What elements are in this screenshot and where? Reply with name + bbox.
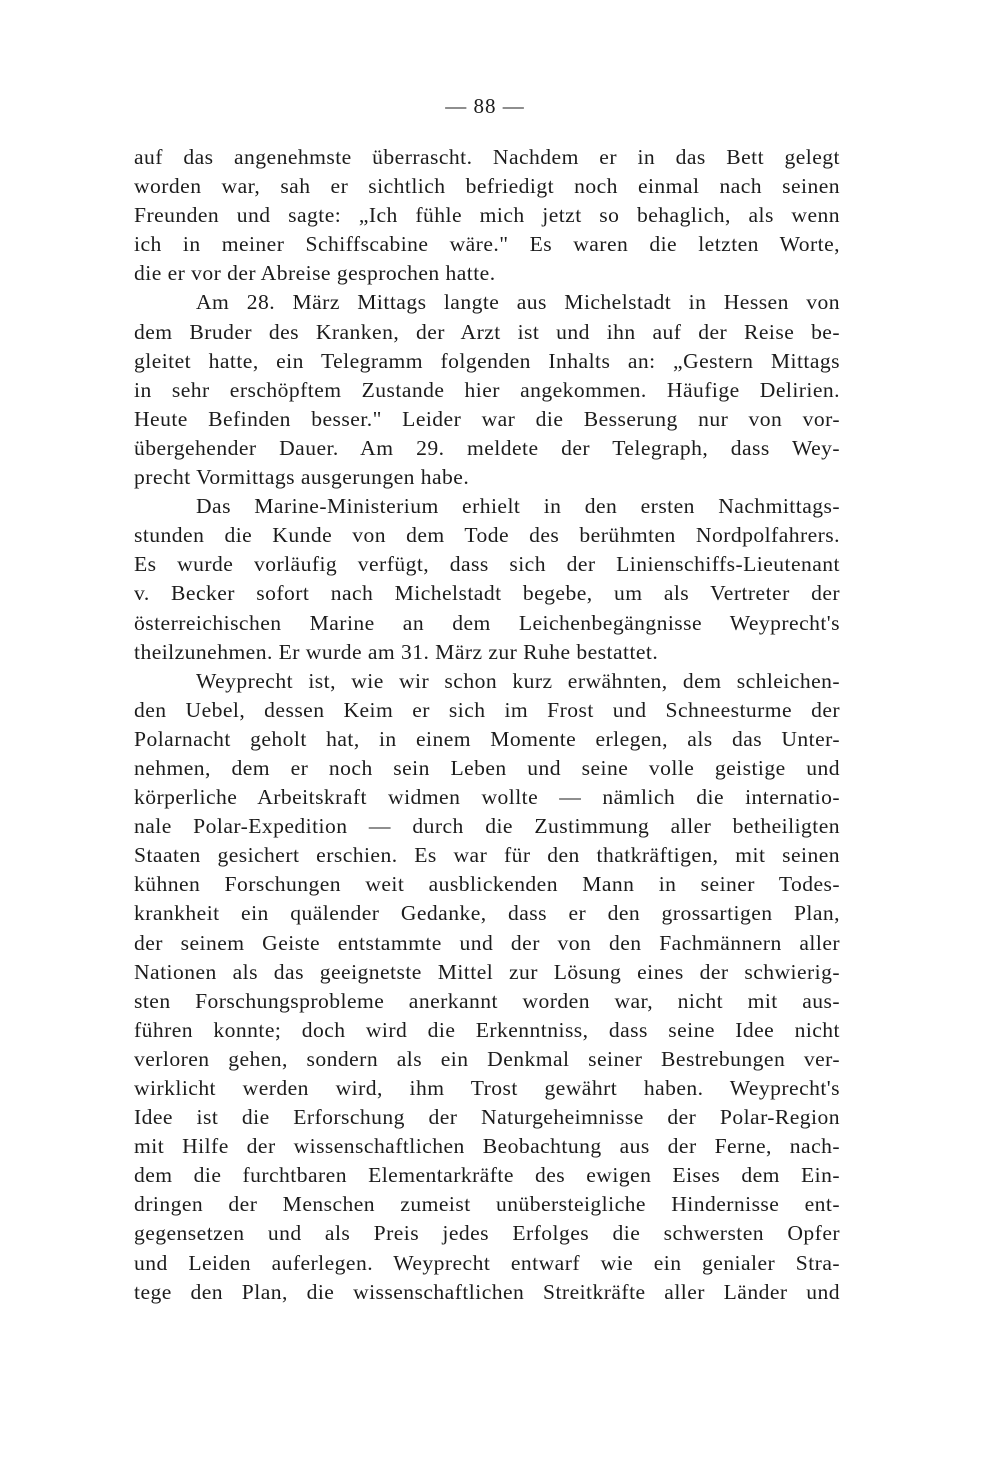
text-line: Staaten gesichert erschien. Es war für den thatkräftigen, mit seinen	[134, 843, 840, 868]
text-line: kühnen Forschungen weit ausblickenden Mann in seiner Todes-	[134, 872, 840, 897]
text-line: und Leiden auferlegen. Weyprecht entwarf wie ein genialer Stra-	[134, 1250, 840, 1275]
text-line: Am 28. März Mittags langte aus Michelstadt in Hessen von	[196, 290, 840, 315]
page-number: — 88 —	[445, 94, 525, 118]
text-line: sten Forschungsprobleme anerkannt worden war, nicht mit aus-	[134, 988, 840, 1013]
text-line: Weyprecht ist, wie wir schon kurz erwähnten, dem schleichen-	[196, 668, 840, 693]
text-line: nehmen, dem er noch sein Leben und seine volle geistige und	[134, 755, 840, 780]
text-line: Das Marine-Ministerium erhielt in den ersten Nachmittags-	[196, 494, 840, 519]
text-line: theilzunehmen. Er wurde am 31. März zur Ruhe bestattet.	[134, 639, 659, 664]
text-line: mit Hilfe der wissenschaftlichen Beobachtung aus der Ferne, nach-	[134, 1134, 840, 1159]
text-line: wirklicht werden wird, ihm Trost gewährt haben. Weyprecht's	[134, 1076, 840, 1100]
text-line: stunden die Kunde von dem Tode des berühmten Nordpolfahrers.	[134, 523, 840, 548]
text-line: führen konnte; doch wird die Erkenntniss, dass seine Idee nicht	[134, 1017, 840, 1042]
text-line: krankheit ein quälender Gedanke, dass er den grossartigen Plan,	[134, 901, 840, 926]
text-line: die er vor der Abreise gesprochen hatte.	[134, 261, 496, 286]
text-line: Polarnacht geholt hat, in einem Momente erlegen, als das Unter-	[134, 726, 840, 751]
text-line: Heute Befinden besser." Leider war die Besserung nur von vor-	[134, 406, 840, 431]
text-line: auf das angenehmste überrascht. Nachdem er in das Bett gelegt	[134, 145, 840, 169]
text-line: verloren gehen, sondern als ein Denkmal seiner Bestrebungen ver-	[134, 1046, 840, 1071]
text-line: körperliche Arbeitskraft widmen wollte — nämlich die internatio-	[134, 785, 840, 810]
text-line: nale Polar-Expedition — durch die Zustimmung aller betheiligten	[134, 814, 840, 839]
text-line: Freunden und sagte: „Ich fühle mich jetzt so behaglich, als wenn	[134, 203, 840, 228]
text-line: dringen der Menschen zumeist unübersteigliche Hindernisse ent-	[134, 1192, 840, 1217]
text-line: Es wurde vorläufig verfügt, dass sich der Linienschiffs-Lieutenant	[134, 552, 840, 577]
text-line: übergehender Dauer. Am 29. meldete der Telegraph, dass Wey-	[134, 435, 840, 460]
body-text	[134, 143, 840, 1307]
text-line: v. Becker sofort nach Michelstadt begebe, um als Vertreter der	[134, 581, 840, 606]
text-line: dem Bruder des Kranken, der Arzt ist und ihn auf der Reise be-	[134, 319, 840, 344]
text-line: Nationen als das geeignetste Mittel zur Lösung eines der schwierig-	[134, 959, 840, 984]
text-line: dem die furchtbaren Elementarkräfte des ewigen Eises dem Ein-	[134, 1163, 840, 1188]
text-line: der seinem Geiste entstammte und der von den Fachmännern aller	[134, 930, 840, 955]
text-line: österreichischen Marine an dem Leichenbegängnisse Weyprecht's	[134, 610, 840, 635]
text-line: tege den Plan, die wissenschaftlichen Streitkräfte aller Länder und	[134, 1279, 840, 1304]
text-line: in sehr erschöpftem Zustande hier angekommen. Häufige Delirien.	[134, 377, 840, 402]
text-line: worden war, sah er sichtlich befriedigt noch einmal nach seinen	[134, 174, 840, 199]
text-line: precht Vormittags ausgerungen habe.	[134, 465, 470, 490]
text-line: Idee ist die Erforschung der Naturgeheimnisse der Polar-Region	[134, 1105, 840, 1130]
text-line: gegensetzen und als Preis jedes Erfolges die schwersten Opfer	[134, 1221, 840, 1246]
text-line: den Uebel, dessen Keim er sich im Frost und Schneesturme der	[134, 697, 840, 722]
text-line: gleitet hatte, ein Telegramm folgenden Inhalts an: „Gestern Mittags	[134, 348, 840, 373]
text-line: ich in meiner Schiffscabine wäre." Es waren die letzten Worte,	[134, 232, 840, 257]
